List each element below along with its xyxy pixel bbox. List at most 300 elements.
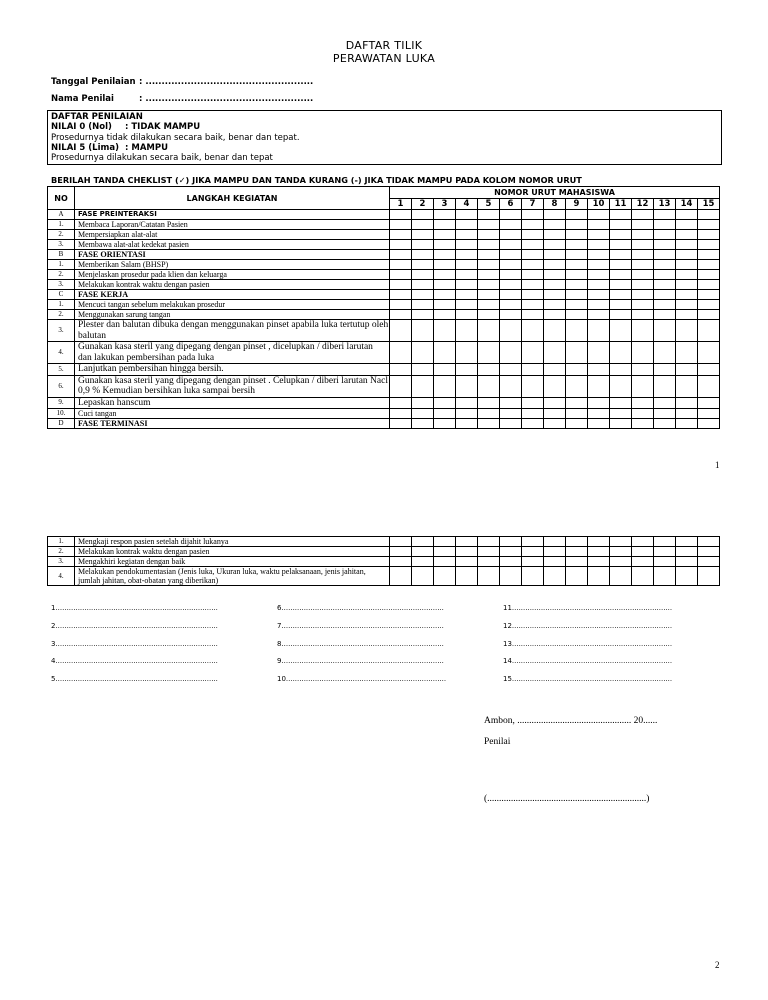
- check-cell-15[interactable]: [698, 419, 720, 429]
- check-cell-13[interactable]: [654, 537, 676, 547]
- check-cell-9[interactable]: [566, 220, 588, 230]
- check-cell-5[interactable]: [478, 260, 500, 270]
- check-cell-12[interactable]: [632, 397, 654, 409]
- check-cell-8[interactable]: [544, 375, 566, 397]
- check-cell-7[interactable]: [522, 220, 544, 230]
- check-cell-6[interactable]: [500, 300, 522, 310]
- check-cell-10[interactable]: [588, 210, 610, 220]
- check-cell-7[interactable]: [522, 567, 544, 586]
- check-cell-9[interactable]: [566, 310, 588, 320]
- check-cell-1[interactable]: [390, 310, 412, 320]
- check-cell-9[interactable]: [566, 280, 588, 290]
- check-cell-7[interactable]: [522, 342, 544, 364]
- check-cell-1[interactable]: [390, 397, 412, 409]
- check-cell-6[interactable]: [500, 240, 522, 250]
- check-cell-7[interactable]: [522, 397, 544, 409]
- check-cell-13[interactable]: [654, 320, 676, 342]
- check-cell-10[interactable]: [588, 290, 610, 300]
- check-cell-8[interactable]: [544, 419, 566, 429]
- check-cell-5[interactable]: [478, 250, 500, 260]
- check-cell-10[interactable]: [588, 557, 610, 567]
- check-cell-14[interactable]: [676, 397, 698, 409]
- check-cell-12[interactable]: [632, 300, 654, 310]
- check-cell-12[interactable]: [632, 230, 654, 240]
- check-cell-8[interactable]: [544, 397, 566, 409]
- check-cell-1[interactable]: [390, 547, 412, 557]
- check-cell-11[interactable]: [610, 557, 632, 567]
- check-cell-11[interactable]: [610, 270, 632, 280]
- check-cell-13[interactable]: [654, 547, 676, 557]
- check-cell-1[interactable]: [390, 230, 412, 240]
- check-cell-3[interactable]: [434, 557, 456, 567]
- check-cell-15[interactable]: [698, 290, 720, 300]
- check-cell-15[interactable]: [698, 210, 720, 220]
- check-cell-15[interactable]: [698, 567, 720, 586]
- check-cell-1[interactable]: [390, 567, 412, 586]
- check-cell-7[interactable]: [522, 230, 544, 240]
- check-cell-15[interactable]: [698, 240, 720, 250]
- check-cell-2[interactable]: [412, 397, 434, 409]
- check-cell-5[interactable]: [478, 409, 500, 419]
- check-cell-11[interactable]: [610, 210, 632, 220]
- check-cell-2[interactable]: [412, 280, 434, 290]
- check-cell-14[interactable]: [676, 364, 698, 376]
- check-cell-15[interactable]: [698, 230, 720, 240]
- check-cell-1[interactable]: [390, 375, 412, 397]
- check-cell-14[interactable]: [676, 375, 698, 397]
- check-cell-11[interactable]: [610, 260, 632, 270]
- check-cell-5[interactable]: [478, 397, 500, 409]
- check-cell-5[interactable]: [478, 419, 500, 429]
- check-cell-15[interactable]: [698, 342, 720, 364]
- check-cell-8[interactable]: [544, 342, 566, 364]
- check-cell-2[interactable]: [412, 230, 434, 240]
- check-cell-4[interactable]: [456, 557, 478, 567]
- check-cell-1[interactable]: [390, 419, 412, 429]
- check-cell-3[interactable]: [434, 230, 456, 240]
- check-cell-14[interactable]: [676, 250, 698, 260]
- check-cell-14[interactable]: [676, 310, 698, 320]
- check-cell-10[interactable]: [588, 320, 610, 342]
- check-cell-3[interactable]: [434, 290, 456, 300]
- check-cell-8[interactable]: [544, 250, 566, 260]
- check-cell-5[interactable]: [478, 230, 500, 240]
- check-cell-6[interactable]: [500, 210, 522, 220]
- check-cell-8[interactable]: [544, 567, 566, 586]
- check-cell-4[interactable]: [456, 220, 478, 230]
- check-cell-13[interactable]: [654, 567, 676, 586]
- check-cell-13[interactable]: [654, 290, 676, 300]
- check-cell-5[interactable]: [478, 240, 500, 250]
- check-cell-13[interactable]: [654, 300, 676, 310]
- check-cell-4[interactable]: [456, 409, 478, 419]
- check-cell-1[interactable]: [390, 220, 412, 230]
- check-cell-11[interactable]: [610, 290, 632, 300]
- check-cell-7[interactable]: [522, 547, 544, 557]
- check-cell-3[interactable]: [434, 567, 456, 586]
- check-cell-10[interactable]: [588, 547, 610, 557]
- check-cell-9[interactable]: [566, 250, 588, 260]
- check-cell-7[interactable]: [522, 419, 544, 429]
- check-cell-12[interactable]: [632, 537, 654, 547]
- check-cell-15[interactable]: [698, 300, 720, 310]
- check-cell-11[interactable]: [610, 280, 632, 290]
- check-cell-6[interactable]: [500, 547, 522, 557]
- check-cell-2[interactable]: [412, 557, 434, 567]
- check-cell-11[interactable]: [610, 250, 632, 260]
- check-cell-8[interactable]: [544, 409, 566, 419]
- check-cell-12[interactable]: [632, 567, 654, 586]
- check-cell-4[interactable]: [456, 320, 478, 342]
- check-cell-6[interactable]: [500, 280, 522, 290]
- check-cell-7[interactable]: [522, 300, 544, 310]
- check-cell-14[interactable]: [676, 567, 698, 586]
- check-cell-13[interactable]: [654, 280, 676, 290]
- check-cell-12[interactable]: [632, 280, 654, 290]
- check-cell-4[interactable]: [456, 342, 478, 364]
- check-cell-1[interactable]: [390, 364, 412, 376]
- check-cell-10[interactable]: [588, 220, 610, 230]
- check-cell-7[interactable]: [522, 270, 544, 280]
- check-cell-8[interactable]: [544, 210, 566, 220]
- check-cell-9[interactable]: [566, 270, 588, 280]
- check-cell-10[interactable]: [588, 375, 610, 397]
- check-cell-10[interactable]: [588, 250, 610, 260]
- check-cell-12[interactable]: [632, 547, 654, 557]
- check-cell-8[interactable]: [544, 240, 566, 250]
- check-cell-1[interactable]: [390, 537, 412, 547]
- check-cell-10[interactable]: [588, 409, 610, 419]
- check-cell-6[interactable]: [500, 557, 522, 567]
- check-cell-7[interactable]: [522, 537, 544, 547]
- check-cell-15[interactable]: [698, 547, 720, 557]
- check-cell-1[interactable]: [390, 290, 412, 300]
- check-cell-13[interactable]: [654, 230, 676, 240]
- check-cell-6[interactable]: [500, 375, 522, 397]
- check-cell-6[interactable]: [500, 567, 522, 586]
- check-cell-9[interactable]: [566, 547, 588, 557]
- check-cell-12[interactable]: [632, 270, 654, 280]
- check-cell-8[interactable]: [544, 300, 566, 310]
- check-cell-2[interactable]: [412, 300, 434, 310]
- check-cell-10[interactable]: [588, 270, 610, 280]
- check-cell-13[interactable]: [654, 260, 676, 270]
- check-cell-13[interactable]: [654, 409, 676, 419]
- check-cell-13[interactable]: [654, 250, 676, 260]
- check-cell-6[interactable]: [500, 342, 522, 364]
- check-cell-2[interactable]: [412, 567, 434, 586]
- check-cell-6[interactable]: [500, 220, 522, 230]
- check-cell-4[interactable]: [456, 290, 478, 300]
- check-cell-11[interactable]: [610, 342, 632, 364]
- check-cell-9[interactable]: [566, 409, 588, 419]
- check-cell-5[interactable]: [478, 280, 500, 290]
- check-cell-10[interactable]: [588, 310, 610, 320]
- check-cell-3[interactable]: [434, 409, 456, 419]
- check-cell-3[interactable]: [434, 300, 456, 310]
- check-cell-11[interactable]: [610, 419, 632, 429]
- check-cell-7[interactable]: [522, 310, 544, 320]
- check-cell-10[interactable]: [588, 260, 610, 270]
- check-cell-12[interactable]: [632, 419, 654, 429]
- check-cell-7[interactable]: [522, 557, 544, 567]
- check-cell-9[interactable]: [566, 537, 588, 547]
- check-cell-3[interactable]: [434, 364, 456, 376]
- check-cell-5[interactable]: [478, 342, 500, 364]
- check-cell-12[interactable]: [632, 210, 654, 220]
- check-cell-3[interactable]: [434, 537, 456, 547]
- check-cell-14[interactable]: [676, 210, 698, 220]
- check-cell-12[interactable]: [632, 364, 654, 376]
- check-cell-14[interactable]: [676, 419, 698, 429]
- check-cell-12[interactable]: [632, 310, 654, 320]
- check-cell-8[interactable]: [544, 260, 566, 270]
- check-cell-5[interactable]: [478, 320, 500, 342]
- check-cell-9[interactable]: [566, 364, 588, 376]
- check-cell-15[interactable]: [698, 310, 720, 320]
- check-cell-13[interactable]: [654, 240, 676, 250]
- check-cell-10[interactable]: [588, 537, 610, 547]
- check-cell-10[interactable]: [588, 364, 610, 376]
- check-cell-10[interactable]: [588, 230, 610, 240]
- check-cell-8[interactable]: [544, 310, 566, 320]
- check-cell-6[interactable]: [500, 310, 522, 320]
- check-cell-4[interactable]: [456, 270, 478, 280]
- check-cell-3[interactable]: [434, 419, 456, 429]
- check-cell-1[interactable]: [390, 409, 412, 419]
- check-cell-14[interactable]: [676, 342, 698, 364]
- check-cell-4[interactable]: [456, 280, 478, 290]
- check-cell-10[interactable]: [588, 240, 610, 250]
- check-cell-3[interactable]: [434, 310, 456, 320]
- check-cell-15[interactable]: [698, 250, 720, 260]
- check-cell-4[interactable]: [456, 250, 478, 260]
- check-cell-13[interactable]: [654, 310, 676, 320]
- check-cell-3[interactable]: [434, 320, 456, 342]
- check-cell-4[interactable]: [456, 310, 478, 320]
- check-cell-3[interactable]: [434, 210, 456, 220]
- check-cell-2[interactable]: [412, 419, 434, 429]
- check-cell-4[interactable]: [456, 375, 478, 397]
- check-cell-15[interactable]: [698, 557, 720, 567]
- check-cell-13[interactable]: [654, 397, 676, 409]
- check-cell-4[interactable]: [456, 260, 478, 270]
- check-cell-15[interactable]: [698, 260, 720, 270]
- check-cell-11[interactable]: [610, 320, 632, 342]
- check-cell-12[interactable]: [632, 260, 654, 270]
- check-cell-14[interactable]: [676, 547, 698, 557]
- check-cell-9[interactable]: [566, 230, 588, 240]
- check-cell-12[interactable]: [632, 342, 654, 364]
- check-cell-4[interactable]: [456, 537, 478, 547]
- check-cell-4[interactable]: [456, 230, 478, 240]
- check-cell-13[interactable]: [654, 419, 676, 429]
- check-cell-1[interactable]: [390, 270, 412, 280]
- check-cell-11[interactable]: [610, 364, 632, 376]
- check-cell-8[interactable]: [544, 547, 566, 557]
- check-cell-2[interactable]: [412, 310, 434, 320]
- check-cell-10[interactable]: [588, 280, 610, 290]
- check-cell-6[interactable]: [500, 320, 522, 342]
- check-cell-14[interactable]: [676, 320, 698, 342]
- check-cell-13[interactable]: [654, 557, 676, 567]
- check-cell-4[interactable]: [456, 240, 478, 250]
- check-cell-5[interactable]: [478, 364, 500, 376]
- check-cell-7[interactable]: [522, 375, 544, 397]
- check-cell-2[interactable]: [412, 320, 434, 342]
- check-cell-6[interactable]: [500, 397, 522, 409]
- check-cell-6[interactable]: [500, 290, 522, 300]
- check-cell-11[interactable]: [610, 567, 632, 586]
- check-cell-9[interactable]: [566, 300, 588, 310]
- check-cell-12[interactable]: [632, 250, 654, 260]
- check-cell-8[interactable]: [544, 220, 566, 230]
- check-cell-14[interactable]: [676, 537, 698, 547]
- check-cell-2[interactable]: [412, 537, 434, 547]
- check-cell-4[interactable]: [456, 397, 478, 409]
- check-cell-1[interactable]: [390, 240, 412, 250]
- check-cell-14[interactable]: [676, 270, 698, 280]
- check-cell-9[interactable]: [566, 557, 588, 567]
- check-cell-8[interactable]: [544, 270, 566, 280]
- check-cell-9[interactable]: [566, 240, 588, 250]
- check-cell-1[interactable]: [390, 280, 412, 290]
- check-cell-12[interactable]: [632, 375, 654, 397]
- check-cell-15[interactable]: [698, 364, 720, 376]
- check-cell-8[interactable]: [544, 320, 566, 342]
- check-cell-6[interactable]: [500, 260, 522, 270]
- check-cell-6[interactable]: [500, 409, 522, 419]
- check-cell-1[interactable]: [390, 557, 412, 567]
- check-cell-5[interactable]: [478, 270, 500, 280]
- check-cell-10[interactable]: [588, 567, 610, 586]
- check-cell-13[interactable]: [654, 220, 676, 230]
- check-cell-10[interactable]: [588, 397, 610, 409]
- check-cell-4[interactable]: [456, 364, 478, 376]
- check-cell-3[interactable]: [434, 270, 456, 280]
- check-cell-13[interactable]: [654, 342, 676, 364]
- check-cell-10[interactable]: [588, 419, 610, 429]
- check-cell-7[interactable]: [522, 364, 544, 376]
- check-cell-6[interactable]: [500, 270, 522, 280]
- check-cell-2[interactable]: [412, 409, 434, 419]
- check-cell-5[interactable]: [478, 290, 500, 300]
- check-cell-15[interactable]: [698, 409, 720, 419]
- check-cell-6[interactable]: [500, 419, 522, 429]
- check-cell-6[interactable]: [500, 230, 522, 240]
- check-cell-3[interactable]: [434, 260, 456, 270]
- check-cell-5[interactable]: [478, 210, 500, 220]
- check-cell-4[interactable]: [456, 547, 478, 557]
- check-cell-9[interactable]: [566, 375, 588, 397]
- check-cell-11[interactable]: [610, 310, 632, 320]
- check-cell-9[interactable]: [566, 397, 588, 409]
- check-cell-9[interactable]: [566, 210, 588, 220]
- check-cell-2[interactable]: [412, 342, 434, 364]
- check-cell-7[interactable]: [522, 260, 544, 270]
- check-cell-11[interactable]: [610, 409, 632, 419]
- check-cell-12[interactable]: [632, 557, 654, 567]
- check-cell-11[interactable]: [610, 397, 632, 409]
- check-cell-8[interactable]: [544, 290, 566, 300]
- check-cell-14[interactable]: [676, 260, 698, 270]
- check-cell-2[interactable]: [412, 240, 434, 250]
- check-cell-5[interactable]: [478, 300, 500, 310]
- check-cell-6[interactable]: [500, 537, 522, 547]
- check-cell-14[interactable]: [676, 280, 698, 290]
- check-cell-12[interactable]: [632, 240, 654, 250]
- check-cell-1[interactable]: [390, 300, 412, 310]
- check-cell-11[interactable]: [610, 230, 632, 240]
- check-cell-7[interactable]: [522, 240, 544, 250]
- check-cell-2[interactable]: [412, 547, 434, 557]
- check-cell-14[interactable]: [676, 230, 698, 240]
- check-cell-1[interactable]: [390, 260, 412, 270]
- check-cell-5[interactable]: [478, 537, 500, 547]
- check-cell-15[interactable]: [698, 270, 720, 280]
- check-cell-15[interactable]: [698, 537, 720, 547]
- check-cell-9[interactable]: [566, 567, 588, 586]
- check-cell-7[interactable]: [522, 290, 544, 300]
- check-cell-14[interactable]: [676, 220, 698, 230]
- check-cell-15[interactable]: [698, 375, 720, 397]
- check-cell-5[interactable]: [478, 310, 500, 320]
- check-cell-11[interactable]: [610, 375, 632, 397]
- check-cell-5[interactable]: [478, 375, 500, 397]
- check-cell-3[interactable]: [434, 547, 456, 557]
- check-cell-11[interactable]: [610, 220, 632, 230]
- check-cell-2[interactable]: [412, 250, 434, 260]
- check-cell-15[interactable]: [698, 397, 720, 409]
- check-cell-8[interactable]: [544, 280, 566, 290]
- check-cell-2[interactable]: [412, 260, 434, 270]
- check-cell-11[interactable]: [610, 300, 632, 310]
- check-cell-2[interactable]: [412, 220, 434, 230]
- check-cell-12[interactable]: [632, 220, 654, 230]
- check-cell-2[interactable]: [412, 290, 434, 300]
- check-cell-1[interactable]: [390, 320, 412, 342]
- check-cell-11[interactable]: [610, 547, 632, 557]
- check-cell-10[interactable]: [588, 342, 610, 364]
- check-cell-4[interactable]: [456, 210, 478, 220]
- check-cell-14[interactable]: [676, 290, 698, 300]
- check-cell-9[interactable]: [566, 320, 588, 342]
- check-cell-12[interactable]: [632, 320, 654, 342]
- check-cell-14[interactable]: [676, 300, 698, 310]
- check-cell-14[interactable]: [676, 557, 698, 567]
- check-cell-5[interactable]: [478, 557, 500, 567]
- check-cell-11[interactable]: [610, 537, 632, 547]
- check-cell-13[interactable]: [654, 210, 676, 220]
- check-cell-12[interactable]: [632, 409, 654, 419]
- check-cell-2[interactable]: [412, 364, 434, 376]
- check-cell-3[interactable]: [434, 342, 456, 364]
- check-cell-2[interactable]: [412, 210, 434, 220]
- check-cell-2[interactable]: [412, 270, 434, 280]
- check-cell-13[interactable]: [654, 375, 676, 397]
- check-cell-3[interactable]: [434, 397, 456, 409]
- check-cell-4[interactable]: [456, 419, 478, 429]
- check-cell-9[interactable]: [566, 260, 588, 270]
- check-cell-3[interactable]: [434, 280, 456, 290]
- check-cell-11[interactable]: [610, 240, 632, 250]
- check-cell-3[interactable]: [434, 250, 456, 260]
- check-cell-7[interactable]: [522, 280, 544, 290]
- check-cell-7[interactable]: [522, 409, 544, 419]
- check-cell-14[interactable]: [676, 409, 698, 419]
- check-cell-8[interactable]: [544, 557, 566, 567]
- check-cell-12[interactable]: [632, 290, 654, 300]
